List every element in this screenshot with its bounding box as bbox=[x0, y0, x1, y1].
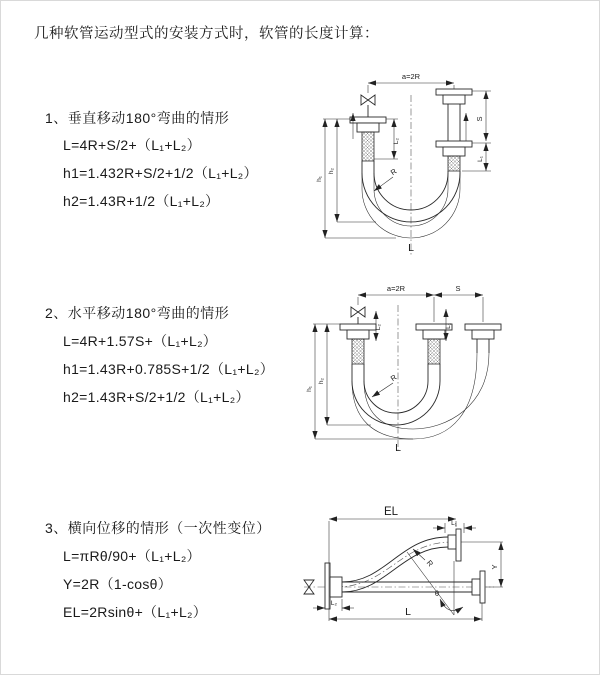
braided-section-left bbox=[362, 132, 374, 161]
page-title: 几种软管运动型式的安装方式时，软管的长度计算： bbox=[34, 26, 379, 42]
dim-s-label: S bbox=[455, 284, 461, 293]
radius-label: R bbox=[388, 166, 399, 178]
diagram-horizontal-180-bend bbox=[301, 281, 596, 456]
radius-leader bbox=[374, 166, 399, 191]
dim-s-label: S bbox=[475, 116, 484, 122]
dimension-l2 bbox=[313, 599, 354, 611]
radius-leader bbox=[413, 549, 435, 569]
dimension-s bbox=[434, 284, 483, 295]
formula-s2-h1: h1=1.43R+0.785S+1/2（L₁+L₂） bbox=[63, 361, 274, 377]
radius-leader bbox=[372, 372, 399, 397]
formula-s3-l: L=πRθ/90+（L₁+L₂） bbox=[63, 548, 201, 564]
formula-s3-el: EL=2Rsinθ+（L₁+L₂） bbox=[63, 604, 208, 620]
radius-label: R bbox=[388, 372, 399, 384]
right-pipe-fitting bbox=[436, 89, 472, 171]
braided-section-left bbox=[352, 339, 364, 364]
dim-h2-label: h₂ bbox=[318, 377, 325, 385]
dim-l1-label: L₁ bbox=[451, 520, 457, 527]
dim-h1-label: h₁ bbox=[316, 176, 323, 182]
dim-h2-label: h₂ bbox=[328, 167, 335, 175]
upper-flange bbox=[456, 529, 461, 561]
dim-l1-label: L₁ bbox=[477, 156, 484, 162]
section-2-heading: 2、水平移动180°弯曲的情形 bbox=[45, 305, 230, 321]
dim-l2-label: L₂ bbox=[375, 323, 382, 331]
middle-pipe-fitting bbox=[416, 324, 452, 364]
dimension-l bbox=[329, 603, 482, 621]
hose-position-2 bbox=[352, 353, 489, 439]
dimension-l1 bbox=[433, 520, 476, 533]
dim-l-label: L bbox=[405, 606, 411, 618]
dim-a2r-label: a=2R bbox=[386, 284, 406, 293]
dimension-a2r bbox=[358, 284, 434, 295]
dimension-h1 bbox=[316, 119, 396, 238]
right-pipe-fitting bbox=[465, 324, 501, 353]
dim-l2-label: L₂ bbox=[393, 137, 400, 145]
dim-a2r-label: a=2R bbox=[401, 72, 421, 81]
left-pipe-fitting bbox=[350, 117, 386, 161]
radius-label: R bbox=[424, 558, 436, 569]
extension-lines bbox=[358, 297, 483, 322]
dim-l1-label: L₁ bbox=[445, 323, 452, 329]
dimension-el bbox=[329, 506, 456, 621]
dimension-l1 bbox=[445, 309, 452, 341]
dim-l2-label: L₂ bbox=[330, 600, 338, 607]
left-pipe-fitting bbox=[340, 324, 376, 364]
dim-el-label: EL bbox=[383, 506, 399, 518]
section-1-heading: 1、垂直移动180°弯曲的情形 bbox=[45, 110, 230, 126]
valve-icon bbox=[351, 307, 365, 324]
length-label: L bbox=[395, 442, 401, 454]
dimension-l1 bbox=[477, 143, 486, 171]
formula-s1-l: L=4R+S/2+（L₁+L₂） bbox=[63, 137, 201, 153]
hose-position-displaced bbox=[342, 529, 461, 592]
dim-h1-label: h₁ bbox=[306, 386, 313, 392]
diagram-vertical-180-bend bbox=[301, 67, 591, 264]
formula-s2-l: L=4R+1.57S+（L₁+L₂） bbox=[63, 333, 218, 349]
valve-icon bbox=[361, 95, 375, 117]
right-flange bbox=[480, 571, 485, 603]
formula-s1-h2: h2=1.43R+1/2（L₁+L₂） bbox=[63, 193, 220, 209]
section-3-heading: 3、横向位移的情形（一次性变位） bbox=[45, 520, 271, 536]
dim-theta-label: θ bbox=[434, 589, 440, 598]
diagram-lateral-displacement bbox=[296, 501, 600, 656]
length-label: L bbox=[408, 242, 414, 254]
dimension-l2 bbox=[375, 311, 382, 341]
formula-s2-h2: h2=1.43R+S/2+1/2（L₁+L₂） bbox=[63, 389, 250, 405]
braided-section-right bbox=[448, 156, 460, 171]
dim-y-label: Y bbox=[490, 564, 499, 570]
formula-s1-h1: h1=1.432R+S/2+1/2（L₁+L₂） bbox=[63, 165, 258, 181]
braided-section-middle bbox=[428, 339, 440, 364]
formula-s3-y: Y=2R（1-cosθ） bbox=[63, 576, 173, 592]
